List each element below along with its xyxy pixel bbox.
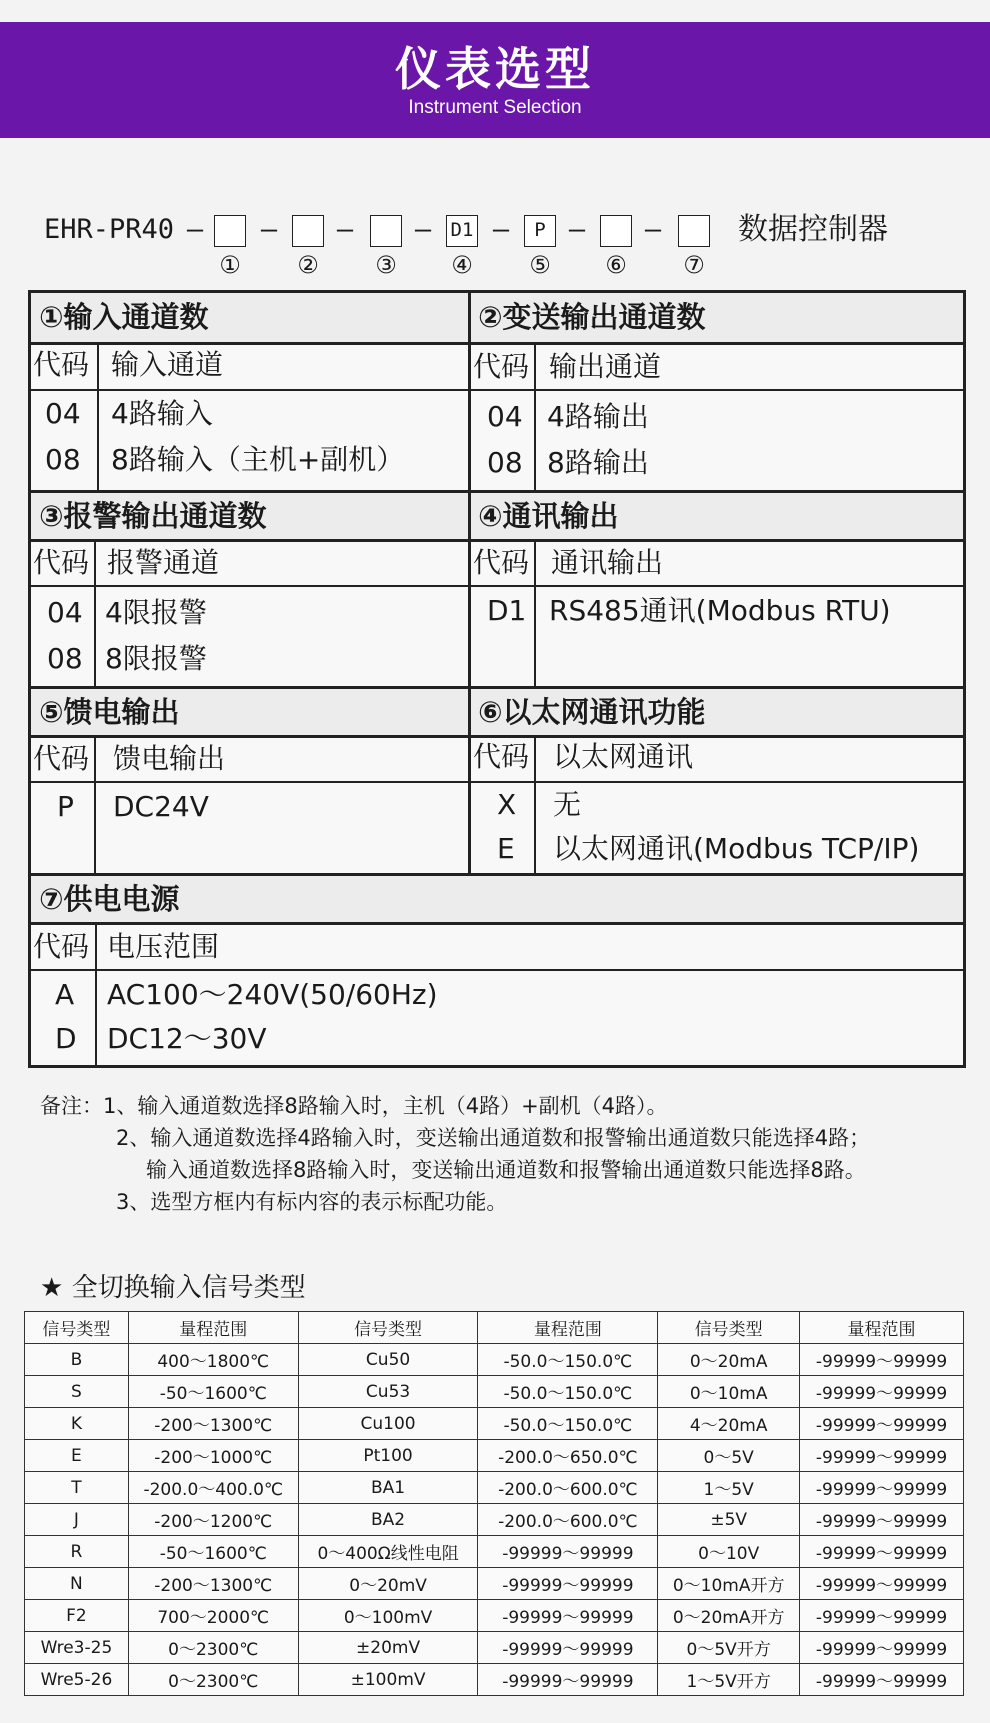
- column-header: 量程范围: [478, 1312, 658, 1344]
- signal-types-table: [24, 1311, 964, 1696]
- section-3-code-header: 代码: [33, 546, 90, 579]
- section-6-desc-header: 以太网通讯: [553, 740, 694, 773]
- table-cell: E: [25, 1440, 129, 1472]
- table-cell: -200.0～600.0℃: [478, 1504, 658, 1536]
- table-cell: Cu100: [298, 1408, 478, 1440]
- table-row: [25, 1632, 964, 1664]
- table-cell: -200～1200℃: [128, 1504, 298, 1536]
- table-cell: -99999～99999: [800, 1408, 964, 1440]
- option-box-6: [600, 215, 632, 247]
- table-cell: -99999～99999: [800, 1568, 964, 1600]
- table-cell: Cu53: [298, 1376, 478, 1408]
- position-3: ③: [375, 251, 397, 279]
- table-cell: -200～1000℃: [128, 1440, 298, 1472]
- option-box-5: P: [524, 215, 556, 247]
- section-5-title: ⑤馈电输出: [39, 695, 180, 729]
- section-2-code: 08: [487, 446, 523, 479]
- table-cell: -50.0～150.0℃: [478, 1376, 658, 1408]
- table-cell: -99999～99999: [800, 1376, 964, 1408]
- table-cell: -50～1600℃: [128, 1536, 298, 1568]
- section-1-desc: 4路输入: [111, 397, 213, 430]
- position-5: ⑤: [529, 251, 551, 279]
- table-cell: R: [25, 1536, 129, 1568]
- separator-dash: —: [568, 214, 586, 245]
- section-1-title: ①输入通道数: [39, 300, 209, 334]
- section-4-code-header: 代码: [473, 546, 530, 579]
- column-header: 信号类型: [25, 1312, 129, 1344]
- section-3-code: 08: [47, 642, 83, 675]
- table-cell: S: [25, 1376, 129, 1408]
- section-6-desc: 以太网通讯(Modbus TCP/IP): [553, 832, 920, 865]
- table-row: [25, 1472, 964, 1504]
- table-cell: -99999～99999: [800, 1664, 964, 1696]
- table-cell: -99999～99999: [478, 1568, 658, 1600]
- section-4-desc-header: 通讯输出: [551, 546, 664, 579]
- note-line: 输入通道数选择8路输入时，变送输出通道数和报警输出通道数只能选择8路。: [146, 1158, 866, 1182]
- table-cell: -99999～99999: [800, 1440, 964, 1472]
- column-header: 量程范围: [128, 1312, 298, 1344]
- table-cell: -200～1300℃: [128, 1568, 298, 1600]
- note-line: 备注：1、输入通道数选择8路输入时，主机（4路）+副机（4路）。: [40, 1094, 668, 1118]
- section-4-desc: RS485通讯(Modbus RTU): [549, 594, 891, 627]
- table-cell: K: [25, 1408, 129, 1440]
- section-1-desc-header: 输入通道: [111, 348, 224, 381]
- note-line: 3、选型方框内有标内容的表示标配功能。: [116, 1190, 508, 1214]
- section-1-code: 08: [45, 443, 81, 476]
- table-header-row: [25, 1312, 964, 1344]
- table-cell: F2: [25, 1600, 129, 1632]
- table-cell: Pt100: [298, 1440, 478, 1472]
- section-3-desc: 4限报警: [105, 596, 207, 629]
- table-cell: 0～20mA: [658, 1344, 800, 1376]
- section-6-title: ⑥以太网通讯功能: [478, 695, 706, 729]
- table-cell: 1～5V: [658, 1472, 800, 1504]
- table-cell: T: [25, 1472, 129, 1504]
- table-row: [25, 1664, 964, 1696]
- section-6-code-header: 代码: [473, 740, 530, 773]
- section-4-code: D1: [487, 594, 527, 627]
- section-2-desc: 4路输出: [547, 400, 649, 433]
- section-1-code-header: 代码: [33, 348, 90, 381]
- table-cell: 0～20mV: [298, 1568, 478, 1600]
- table-cell: -99999～99999: [800, 1504, 964, 1536]
- separator-dash: —: [644, 214, 662, 245]
- table-cell: -200.0～400.0℃: [128, 1472, 298, 1504]
- table-cell: Cu50: [298, 1344, 478, 1376]
- section-1-code: 04: [45, 397, 81, 430]
- section-2-desc-header: 输出通道: [549, 350, 662, 383]
- table-cell: ±5V: [658, 1504, 800, 1536]
- table-cell: -99999～99999: [478, 1536, 658, 1568]
- separator-dash: —: [260, 214, 278, 245]
- table-cell: -99999～99999: [478, 1632, 658, 1664]
- table-cell: 0～10mA: [658, 1376, 800, 1408]
- section-2-code-header: 代码: [473, 350, 530, 383]
- table-cell: Wre3-25: [25, 1632, 129, 1664]
- separator-dash: —: [186, 214, 204, 245]
- table-row: [25, 1600, 964, 1632]
- section-5-desc: DC24V: [113, 790, 209, 823]
- section-2-title: ②变送输出通道数: [478, 300, 706, 334]
- model-suffix: 数据控制器: [738, 212, 888, 247]
- table-cell: ±20mV: [298, 1632, 478, 1664]
- section-7-code: A: [55, 978, 75, 1011]
- position-7: ⑦: [683, 251, 705, 279]
- section-7-code: D: [55, 1022, 77, 1055]
- table-cell: 0～2300℃: [128, 1664, 298, 1696]
- column-header: 量程范围: [800, 1312, 964, 1344]
- table-row: [25, 1568, 964, 1600]
- selection-table: [28, 290, 966, 1068]
- table-cell: 0～2300℃: [128, 1632, 298, 1664]
- model-prefix: EHR-PR40: [44, 214, 175, 245]
- table-cell: 0～10V: [658, 1536, 800, 1568]
- section-7-title: ⑦供电电源: [39, 882, 180, 916]
- table-cell: -200～1300℃: [128, 1408, 298, 1440]
- table-cell: -200.0～600.0℃: [478, 1472, 658, 1504]
- option-box-3: [370, 215, 402, 247]
- section-5-code: P: [57, 790, 74, 823]
- table-row: [25, 1376, 964, 1408]
- table-cell: -99999～99999: [800, 1472, 964, 1504]
- table-cell: 0～400Ω线性电阻: [298, 1536, 478, 1568]
- section-3-desc: 8限报警: [105, 642, 207, 675]
- section-1-desc: 8路输入（主机+副机）: [111, 443, 405, 476]
- table-cell: -50～1600℃: [128, 1376, 298, 1408]
- position-1: ①: [219, 251, 241, 279]
- position-6: ⑥: [605, 251, 627, 279]
- table-row: [25, 1440, 964, 1472]
- table-cell: -99999～99999: [800, 1536, 964, 1568]
- option-box-7: [678, 215, 710, 247]
- section-2-code: 04: [487, 400, 523, 433]
- column-header: 信号类型: [658, 1312, 800, 1344]
- option-box-2: [292, 215, 324, 247]
- section-5-code-header: 代码: [33, 742, 90, 775]
- table-row: [25, 1408, 964, 1440]
- table-row: [25, 1536, 964, 1568]
- section-2-desc: 8路输出: [547, 446, 649, 479]
- signal-types-title: ★ 全切换输入信号类型: [40, 1273, 306, 1303]
- section-3-title: ③报警输出通道数: [39, 499, 267, 533]
- section-3-desc-header: 报警通道: [107, 546, 220, 579]
- table-cell: 4～20mA: [658, 1408, 800, 1440]
- section-6-code: X: [497, 788, 517, 821]
- table-cell: -50.0～150.0℃: [478, 1344, 658, 1376]
- table-cell: 700～2000℃: [128, 1600, 298, 1632]
- table-cell: N: [25, 1568, 129, 1600]
- table-cell: -99999～99999: [478, 1600, 658, 1632]
- section-4-title: ④通讯输出: [478, 499, 619, 533]
- table-cell: BA1: [298, 1472, 478, 1504]
- option-box-1: [214, 215, 246, 247]
- table-cell: B: [25, 1344, 129, 1376]
- section-7-desc-header: 电压范围: [107, 930, 220, 963]
- table-cell: 1～5V开方: [658, 1664, 800, 1696]
- table-cell: 0～20mA开方: [658, 1600, 800, 1632]
- table-cell: -200.0～650.0℃: [478, 1440, 658, 1472]
- table-cell: 0～100mV: [298, 1600, 478, 1632]
- table-cell: -99999～99999: [800, 1632, 964, 1664]
- section-7-desc: AC100～240V(50/60Hz): [107, 978, 438, 1011]
- table-row: [25, 1344, 964, 1376]
- table-cell: -99999～99999: [800, 1344, 964, 1376]
- position-2: ②: [297, 251, 319, 279]
- table-cell: -50.0～150.0℃: [478, 1408, 658, 1440]
- table-cell: 0～5V: [658, 1440, 800, 1472]
- table-cell: J: [25, 1504, 129, 1536]
- table-cell: 400～1800℃: [128, 1344, 298, 1376]
- column-header: 信号类型: [298, 1312, 478, 1344]
- header-banner: [0, 22, 990, 138]
- table-row: [25, 1504, 964, 1536]
- table-cell: -99999～99999: [800, 1600, 964, 1632]
- position-4: ④: [451, 251, 473, 279]
- section-6-desc: 无: [553, 788, 582, 821]
- table-cell: 0～5V开方: [658, 1632, 800, 1664]
- option-box-4: D1: [446, 215, 478, 247]
- section-3-code: 04: [47, 596, 83, 629]
- table-cell: 0～10mA开方: [658, 1568, 800, 1600]
- section-7-desc: DC12～30V: [107, 1022, 267, 1055]
- page-title: 仪表选型: [395, 42, 595, 96]
- section-6-code: E: [497, 832, 515, 865]
- separator-dash: —: [492, 214, 510, 245]
- section-7-code-header: 代码: [33, 930, 90, 963]
- table-cell: -99999～99999: [478, 1664, 658, 1696]
- table-cell: Wre5-26: [25, 1664, 129, 1696]
- table-cell: BA2: [298, 1504, 478, 1536]
- section-5-desc-header: 馈电输出: [113, 742, 226, 775]
- separator-dash: —: [414, 214, 432, 245]
- page-subtitle: Instrument Selection: [408, 97, 582, 118]
- separator-dash: —: [336, 214, 354, 245]
- note-line: 2、输入通道数选择4路输入时，变送输出通道数和报警输出通道数只能选择4路；: [116, 1126, 871, 1150]
- table-cell: ±100mV: [298, 1664, 478, 1696]
